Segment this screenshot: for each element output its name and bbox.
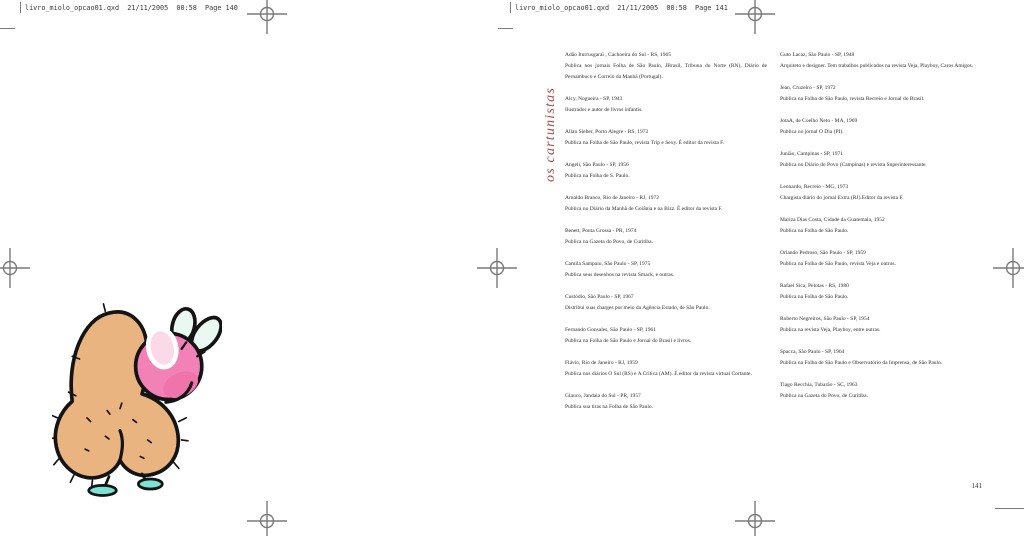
entry-name: Guto Lacaz, São Paulo - SP, 1948 bbox=[780, 52, 855, 58]
trim-mark bbox=[510, 2, 511, 13]
entry-name: Custódio, São Paulo - SP, 1967 bbox=[565, 294, 634, 300]
cartoonist-entry bbox=[780, 116, 982, 138]
slug-header-page-141: livro_miolo_opcao01.qxd 21/11/2005 00:58 Page 141 bbox=[515, 4, 728, 12]
vertical-section-title: os cartunistas bbox=[543, 87, 558, 182]
entry-bio: Publica na revista Veja, Playboy, entre outras. bbox=[780, 327, 881, 333]
cartoonists-column-2 bbox=[780, 50, 982, 413]
entry-name: Roberto Negreiros, São Paulo - SP, 1954 bbox=[780, 316, 870, 322]
entry-name: Adão Iturrusgarai , Cachoeira do Sul - RS, 1965 bbox=[565, 52, 672, 58]
registration-mark-icon bbox=[735, 0, 775, 34]
entry-bio: Publica na Folha de S. Paulo. bbox=[565, 173, 630, 179]
entry-name: Junião, Campinas - SP, 1971 bbox=[780, 151, 843, 157]
entry-name: Angeli, São Paulo - SP, 1956 bbox=[565, 162, 629, 168]
cartoonist-entry bbox=[565, 193, 767, 215]
entry-name: Arnaldo Branco, Rio de Janeiro - RJ, 1972 bbox=[565, 195, 659, 201]
cartoonist-entry bbox=[565, 292, 767, 314]
entry-bio: Publica nos jornais Folha de São Paulo, JBrasil, Tribuna do Norte (RN), Diário de Pernambuco e Correio da Manhã (Portugal). bbox=[565, 63, 767, 80]
cartoonist-entry bbox=[565, 127, 767, 149]
entry-bio: Publica na Gazeta do Povo, de Curitiba. bbox=[780, 393, 868, 399]
entry-bio: Distribui suas charges por meio da Agência Estado, de São Paulo. bbox=[565, 305, 710, 311]
cartoonist-entry bbox=[780, 314, 982, 336]
cartoonist-entry bbox=[565, 358, 767, 380]
cartoonist-entry bbox=[780, 83, 982, 105]
cartoonists-column-1 bbox=[565, 50, 767, 424]
entry-bio: Publica seus desenhos na revista Smack, e outras. bbox=[565, 272, 675, 278]
entry-bio: Publica na Folha de São Paulo, revista Recreio e Jornal do Brasil. bbox=[780, 96, 925, 102]
entry-name: Camila Sampaio, São Paulo - SP, 1975 bbox=[565, 261, 651, 267]
entry-bio: Publica na Folha de São Paulo. bbox=[780, 294, 849, 300]
slug-header-page-140: livro_miolo_opcao01.qxd 21/11/2005 00:58 Page 140 bbox=[25, 4, 238, 12]
entry-name: Tiago Recchia, Tubarão - SC, 1963 bbox=[780, 382, 858, 388]
entry-bio: Publica na Folha de São Paulo, revista Trip e Sexy. É editor da revista F. bbox=[565, 140, 725, 146]
entry-name: Allan Sieber, Porto Alegre - RS, 1972 bbox=[565, 129, 649, 135]
cartoonist-entry bbox=[780, 182, 982, 204]
trim-mark bbox=[0, 28, 15, 29]
cartoonist-entry bbox=[780, 380, 982, 402]
entry-bio: Publica na Folha de São Paulo. bbox=[780, 228, 849, 234]
registration-mark-icon bbox=[993, 248, 1024, 288]
registration-mark-icon bbox=[0, 248, 30, 288]
entry-bio: Publica no jornal O Dia (PI). bbox=[780, 129, 844, 135]
entry-bio: Arquiteto e designer. Tem trabalhos publicados na revista Veja, Playboy, Caros Amigos. bbox=[780, 63, 974, 69]
cartoonist-entry bbox=[780, 281, 982, 303]
entry-bio: Publica sua tiras na Folha de São Paulo. bbox=[565, 404, 653, 410]
cartoonist-entry bbox=[565, 325, 767, 347]
page-140-area bbox=[52, 300, 222, 498]
cartoonist-entry bbox=[780, 215, 982, 237]
cartoonist-entry bbox=[780, 149, 982, 171]
entry-name: Alcy, Nogueira - SP, 1943 bbox=[565, 96, 623, 102]
entry-bio: Publica no Diário do Povo (Campinas) e revista Superinteressante. bbox=[780, 162, 927, 168]
entry-name: Benett, Ponta Grossa - PR, 1974 bbox=[565, 228, 637, 234]
entry-name: Glauco, Jandaia do Sul - PR, 1957 bbox=[565, 393, 641, 399]
registration-mark-icon bbox=[477, 248, 517, 288]
entry-bio: Ilustrador e autor de livros infantis. bbox=[565, 107, 643, 113]
entry-bio: Chargista diário do jornal Extra (RJ).Editor da revista F. bbox=[780, 195, 904, 201]
entry-name: Flávio, Rio de Janeiro - RJ, 1959 bbox=[565, 360, 638, 366]
cartoonist-entry bbox=[780, 50, 982, 72]
registration-mark-icon bbox=[247, 501, 287, 536]
cartoonist-entry bbox=[565, 391, 767, 413]
entry-name: Jean, Cruzeiro - SP, 1972 bbox=[780, 85, 836, 91]
entry-bio: Publica no Diário da Manhã de Goiânia e na Bizz. É editor da revista F. bbox=[565, 206, 723, 212]
entry-name: Rafael Sica, Pelotas - RS, 1980 bbox=[780, 283, 849, 289]
trim-mark bbox=[498, 28, 513, 29]
registration-mark-icon bbox=[735, 501, 775, 536]
cartoonist-entry bbox=[780, 347, 982, 369]
entry-bio: Publica nos diários O Sul (RS) e A Crítica (AM). É editor da revista virtual Cortante. bbox=[565, 371, 752, 377]
entry-bio: Publica na Folha de São Paulo e Jornal do Brasil e livros. bbox=[565, 338, 692, 344]
trim-mark bbox=[20, 2, 21, 13]
entry-name: Spacca, São Paulo - SP, 1964 bbox=[780, 349, 845, 355]
trim-mark bbox=[995, 508, 1024, 509]
cartoonist-entry bbox=[565, 50, 767, 83]
entry-name: JotaA, de Coelho Neto - MA, 1969 bbox=[780, 118, 858, 124]
entry-name: Leonardo, Recreio - MG, 1973 bbox=[780, 184, 849, 190]
entry-name: Fernando Gonsales, São Paulo - SP, 1961 bbox=[565, 327, 657, 333]
cartoonist-entry bbox=[780, 248, 982, 270]
cartoonist-entry bbox=[565, 259, 767, 281]
cartoonist-entry bbox=[565, 94, 767, 116]
cartoonist-entry bbox=[565, 160, 767, 182]
entry-bio: Publica na Gazeta do Povo, de Curitiba. bbox=[565, 239, 653, 245]
entry-name: Orlando Pedroso, São Paulo - SP, 1959 bbox=[780, 250, 866, 256]
registration-mark-icon bbox=[247, 0, 287, 34]
page-number: 141 bbox=[971, 482, 982, 490]
cartoonist-entry bbox=[565, 226, 767, 248]
entry-name: Mariza Dias Costa, Cidade da Guatemala, 1952 bbox=[780, 217, 885, 223]
entry-bio: Publica na Folha de São Paulo e Observatório da Imprensa, de São Paulo. bbox=[780, 360, 943, 366]
entry-bio: Publica na Folha de São Paulo, revista Veja e outros. bbox=[780, 261, 896, 267]
cartoon-character-illustration bbox=[52, 300, 222, 498]
